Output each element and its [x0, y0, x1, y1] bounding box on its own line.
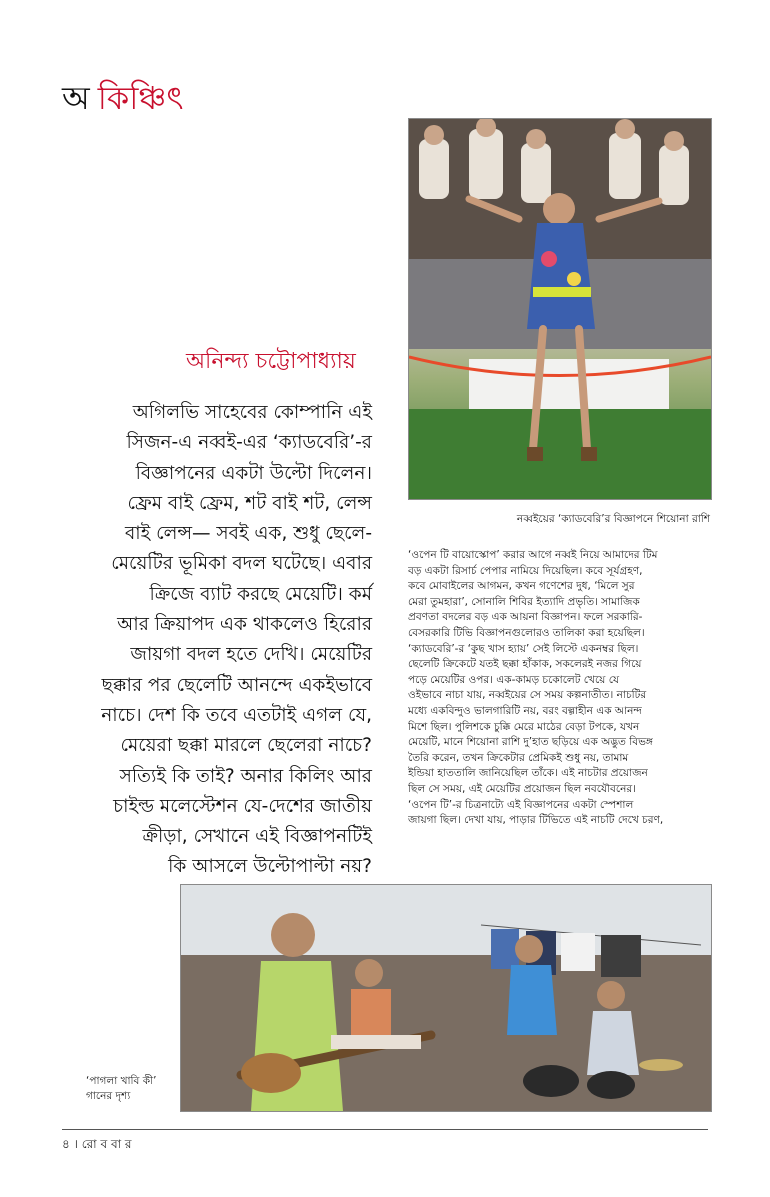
- body-line: পড়ে মেয়েটির ওপর। এক-কামড় চকোলেট খেয়ে যে: [408, 673, 619, 686]
- intro-line: আর ক্রিয়াপদ এক থাকলেও হিরোর: [117, 614, 372, 636]
- intro-line: সত্যিই কি তাই? অনার কিলিং আর: [119, 765, 372, 787]
- body-line: ‘ওপেন টি’-র চিত্রনাট্যে এই বিজ্ঞাপনের একটা স্পেশাল: [408, 798, 634, 811]
- intro-line: সিজন-এ নব্বই-এর ‘ক্যাডবেরি’-র: [126, 432, 372, 454]
- intro-line: বাই লেন্স— সবই এক, শুধু ছেলে-: [125, 523, 372, 545]
- intro-line: ক্রিজে ব্যাট করছে মেয়েটি। কর্ম: [149, 583, 372, 605]
- dancer-photo-caption: নব্বইয়ের ‘ক্যাডবেরি’র বিজ্ঞাপনে শিয়োনা রাশি: [516, 513, 710, 525]
- section-masthead: [62, 78, 183, 118]
- body-line: ছিল সে সময়, এই মেয়েটির প্রয়োজন ছিল নবযৌবনের।: [408, 782, 636, 795]
- body-line: ‘ক্যাডবেরি’-র ‘কুছ খাস হ্যায়’ সেই লিস্টে একনম্বর ছিল।: [408, 642, 639, 655]
- page-footer: ৪ । রো ব বা র: [62, 1137, 132, 1151]
- intro-line: বিজ্ঞাপনের একটা উল্টো দিলেন।: [135, 462, 372, 484]
- body-line: বড় একটা রিসার্চ পেপার নামিয়ে দিয়েছিল। কবে সূর্যগ্রহণ,: [408, 564, 643, 577]
- intro-line: ছক্কার পর ছেলেটি আনন্দে একইভাবে: [101, 674, 372, 696]
- body-line: ‘ওপেন টি বায়োস্কোপ’ করার আগে নব্বই নিয়ে আমাদের টিম: [408, 549, 658, 561]
- author-byline: অনিন্দ্য চট্টোপাধ্যায়: [186, 349, 356, 374]
- intro-line: মেয়েটির ভূমিকা বদল ঘটেছে। এবার: [111, 553, 372, 575]
- body-line: ইন্ডিয়া হাততালি জানিয়েছিল তাঁকে। এই নাচটার প্রয়োজন: [408, 767, 648, 780]
- body-line: কবে মোবাইলের আগমন, কখন গণেশের দুধ, ‘মিলে সুর: [408, 580, 635, 593]
- intro-line: ফ্রেম বাই ফ্রেম, শট বাই শট, লেন্স: [127, 492, 372, 514]
- body-line: ওইভাবে নাচা যায়, নব্বইয়ের সে সময় কল্পনাতীত। নাচটির: [408, 689, 647, 702]
- intro-line: নাচে। দেশ কি তবে এতটাই এগল যে,: [101, 704, 372, 726]
- body-line: জায়গা ছিল। দেখা যায়, পাড়ার টিভিতে এই নাচটি দেখে চরণ,: [408, 814, 664, 827]
- masthead-title: কিঞ্চিৎ: [97, 79, 184, 117]
- intro-line: কি আসলে উল্টোপাল্টা নয়?: [168, 856, 372, 878]
- body-column: [408, 548, 710, 829]
- body-line: বেসরকারি টিভি বিজ্ঞাপনগুলোরও তালিকা করা হয়েছিল।: [408, 626, 645, 639]
- band-photo: [180, 884, 712, 1112]
- intro-line: অগিলভি সাহেবের কোম্পানি এই: [132, 402, 372, 423]
- body-line: ছেলেটি ক্রিকেটে যতই ছক্কা হাঁকাক, সকলেরই নজর গিয়ে: [408, 658, 642, 671]
- intro-line: মেয়েরা ছক্কা মারলে ছেলেরা নাচে?: [120, 735, 372, 757]
- intro-paragraph: [70, 398, 372, 883]
- body-line: তৈরি করেন, তখন ক্রিকেটার প্রেমিকই শুধু নয়, তামাম: [408, 751, 629, 764]
- band-photo-art: [181, 885, 711, 1111]
- body-line: মধ্যে একবিন্দুও ভালগারিটি নয়, বরং বল্গাহীন এক আনন্দ: [408, 704, 642, 717]
- intro-line: ক্রীড়া, সেখানে এই বিজ্ঞাপনটিই: [142, 826, 372, 848]
- band-photo-caption: ‘পাগলা খাবি কী’ গানের দৃশ্য: [86, 1075, 157, 1102]
- footer-divider: [62, 1129, 708, 1130]
- intro-line: চাইল্ড মলেস্টেশন যে-দেশের জাতীয়: [113, 795, 372, 817]
- body-line: মিশে ছিল। পুলিশকে চুক্কি মেরে মাঠের বেড়া টপকে, যখন: [408, 720, 640, 733]
- intro-line: জায়গা বদল হতে দেখি। মেয়েটির: [130, 644, 372, 666]
- body-line: মেরা তুমহারা’, সোনালি শিবির ইত্যাদি প্রভৃতি। সামাজিক: [408, 595, 640, 608]
- dancer-photo-art: [409, 119, 711, 499]
- body-line: প্রবণতা বদলের বড় এক আয়না বিজ্ঞাপন। ফলে সরকারি-: [408, 611, 643, 624]
- body-line: মেয়েটি, মানে শিয়োনা রাশি দু’হাত ছড়িয়ে এক অদ্ভুত বিভঙ্গ: [408, 736, 653, 749]
- dancer-photo: [408, 118, 712, 500]
- masthead-prefix: অ: [62, 79, 90, 117]
